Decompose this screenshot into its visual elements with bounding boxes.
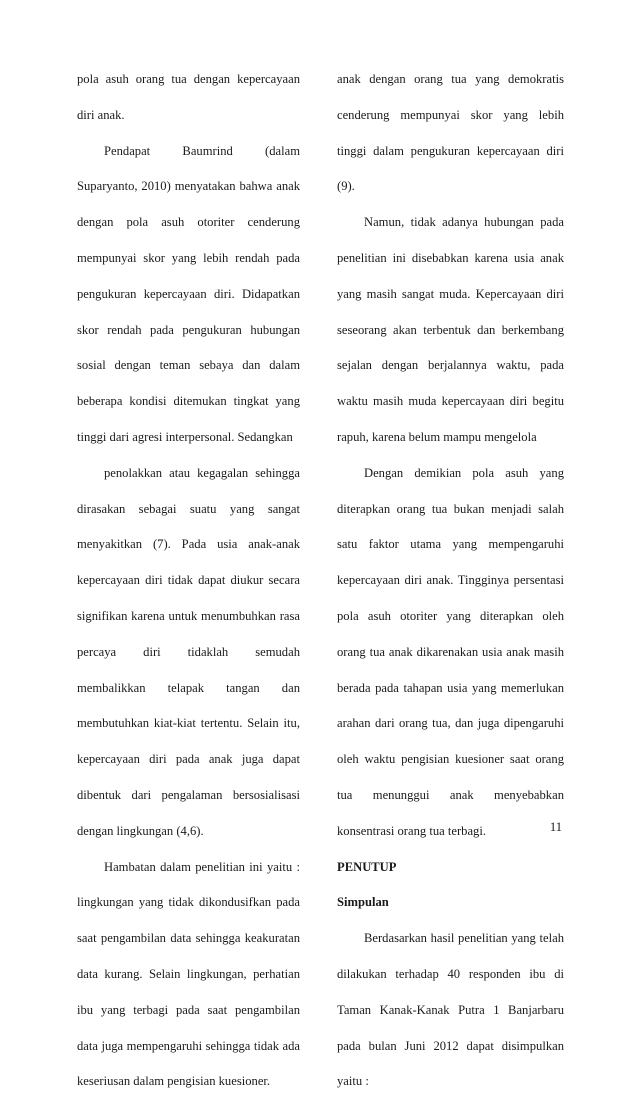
page-number: 11 — [549, 820, 562, 834]
right-column — [337, 62, 564, 1100]
paragraph: Dengan demikian pola asuh yang diterapkan orang tua bukan menjadi salah satu faktor utama yang mempengaruhi kepercayaan diri anak. Tingginya persentasi pola asuh otoriter yang diterapkan oleh orang tua anak dikarenakan usia anak masih berada pada tahapan usia yang memerlukan arahan dari orang tua, dan juga dipengaruhi oleh waktu pengisian kuesioner saat orang tua menunggui anak menyebabkan konsentrasi orang tua terbagi. — [337, 465, 564, 838]
subsection-heading: Simpulan — [337, 895, 389, 910]
paragraph: Berdasarkan hasil penelitian yang telah dilakukan terhadap 40 responden ibu di Taman Kanak-Kanak Putra 1 Banjarbaru pada bulan Juni 2012 dapat disimpulkan yaitu : — [337, 931, 564, 1089]
paragraph: pola asuh orang tua dengan kepercayaan diri anak. — [77, 72, 300, 122]
paragraph: anak dengan orang tua yang demokratis cenderung mempunyai skor yang lebih tinggi dalam pengukuran kepercayaan diri (9). — [337, 72, 564, 194]
section-heading: PENUTUP — [337, 859, 397, 874]
left-column — [77, 62, 300, 1100]
paragraph: Pendapat Baumrind (dalam Suparyanto, 2010) menyatakan bahwa anak dengan pola asuh otoriter cenderung mempunyai skor yang lebih rendah pada pengukuran kepercayaan diri. Didapatkan skor rendah pada pengukuran hubungan sosial dengan teman sebaya dan dalam beberapa kondisi ditemukan tingkat yang tinggi dari agresi interpersonal. Sedangkan — [77, 143, 300, 444]
paragraph: Hambatan dalam penelitian ini yaitu : lingkungan yang tidak dikondusifkan pada saat pengambilan data sehingga keakuratan data kurang. Selain lingkungan, perhatian ibu yang terbagi pada saat pengambilan data juga mempengaruhi sehingga tidak ada keseriusan dalam pengisian kuesioner. — [77, 859, 300, 1089]
paragraph: penolakkan atau kegagalan sehingga dirasakan sebagai suatu yang sangat menyakitkan (7). Pada usia anak-anak kepercayaan diri tidak dapat diukur secara signifikan karena untuk menumbuhkan rasa percaya diri tidaklah semudah membalikkan telapak tangan dan membutuhkan kiat-kiat tertentu. Selain itu, kepercayaan diri pada anak juga dapat dibentuk dari pengalaman bersosialisasi dengan lingkungan (4,6). — [77, 465, 300, 838]
paragraph: Namun, tidak adanya hubungan pada penelitian ini disebabkan karena usia anak yang masih sangat muda. Kepercayaan diri seseorang akan terbentuk dan berkembang sejalan dengan berjalannya waktu, pada waktu masih muda kepercayaan diri begitu rapuh, karena belum mampu mengelola — [337, 215, 564, 444]
